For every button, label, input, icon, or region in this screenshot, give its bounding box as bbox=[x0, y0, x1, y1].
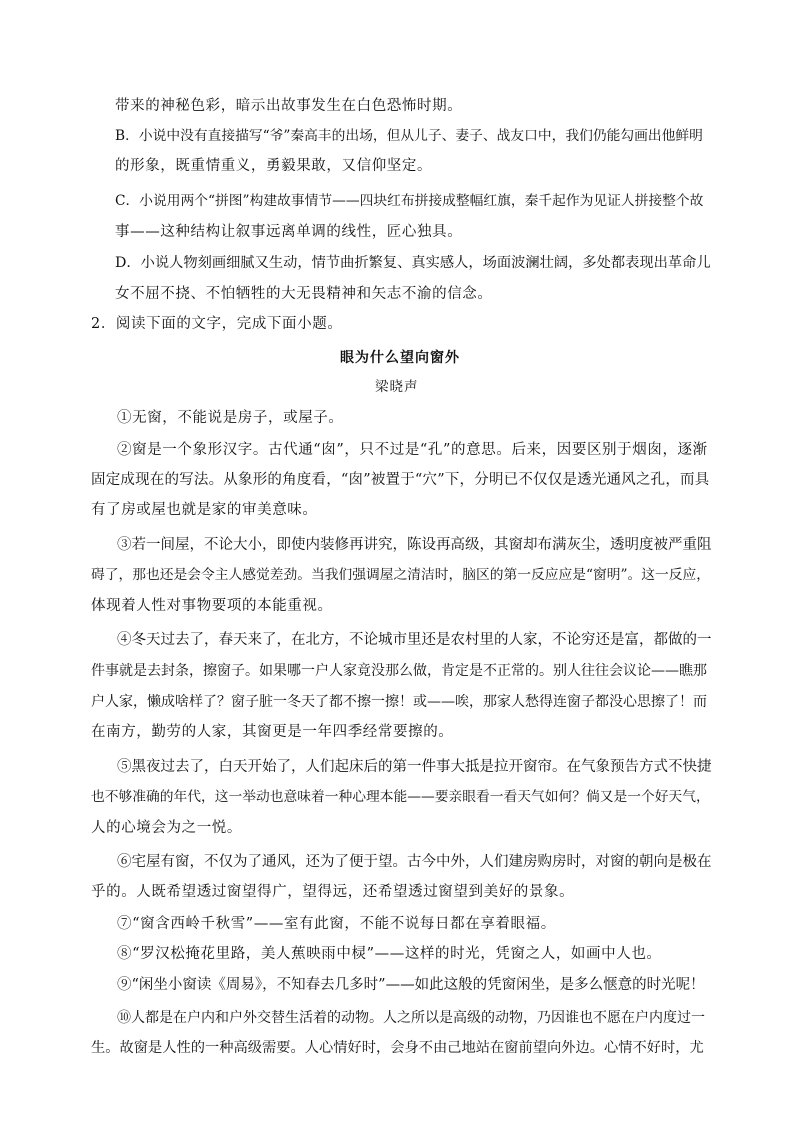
paragraph-4-line-4: 在南方，勤劳的人家，其窗更是一年四季经常要擦的。 bbox=[91, 724, 454, 740]
paragraph-5-line-3: 人的心境会为之一悦。 bbox=[91, 820, 242, 836]
paragraph-4-line-3: 户人家，懒成啥样了？窗子脏一冬天了都不擦一擦！或——唉，那家人愁得连窗子都没心思擦了！而 bbox=[91, 694, 707, 710]
paragraph-10-line-1: ⑩人都是在户内和户外交替生活着的动物。人之所以是高级的动物，乃因谁也不愿在户内度过一 bbox=[117, 1010, 705, 1026]
article-title: 眼为什么望向窗外 bbox=[340, 350, 460, 366]
question-stem: 2．阅读下面的文字，完成下面小题。 bbox=[91, 316, 343, 332]
paragraph-9: ⑨“闲坐小窗读《周易》，不知春去几多时”——如此这般的凭窗闲坐，是多么惬意的时光呢！ bbox=[117, 977, 705, 993]
paragraph-3-line-2: 碍了，那也还是会令主人感觉差劲。当我们强调屋之清洁时，脑区的第一反应应是“窗明”。这一反应， bbox=[91, 567, 711, 583]
option-a-continuation: 带来的神秘色彩，暗示出故事发生在白色恐怖时期。 bbox=[115, 98, 463, 114]
paragraph-1: ①无窗，不能说是房子，或屋子。 bbox=[117, 410, 344, 426]
paragraph-2-line-2: 固定成现在的写法。从象形的角度看，“囱”被置于“穴”下，分明已不仅仅是透光通风之孔，而具 bbox=[91, 472, 710, 488]
paragraph-2-line-1: ②窗是一个象形汉字。古代通“囱”，只不过是“孔”的意思。后来，因要区别于烟囱，逐渐 bbox=[117, 442, 708, 458]
paragraph-2-line-3: 有了房或屋也就是家的审美意味。 bbox=[91, 502, 318, 518]
paragraph-3-line-3: 体现着人性对事物要项的本能重视。 bbox=[91, 598, 333, 614]
option-b-line-1: B．小说中没有直接描写“爷”秦高丰的出场，但从儿子、妻子、战友口中，我们仍能勾画出他鲜明 bbox=[115, 128, 703, 144]
paragraph-5-line-1: ⑤黑夜过去了，白天开始了，人们起床后的第一件事大抵是拉开窗帘。在气象预告方式不快捷 bbox=[117, 759, 712, 775]
paragraph-7: ⑦“窗含西岭千秋雪”——室有此窗，不能不说每日都在享着眼福。 bbox=[117, 916, 556, 932]
option-b-line-2: 的形象，既重情重义，勇毅果敢，又信仰坚定。 bbox=[115, 158, 433, 174]
paragraph-10-line-2: 生。故窗是人性的一种高级需要。人心情好时，会身不由己地站在窗前望向外边。心情不好时，尤 bbox=[91, 1040, 704, 1056]
paragraph-3-line-1: ③若一间屋，不论大小，即使内装修再讲究，陈设再高级，其窗却布满灰尘，透明度被严重阻 bbox=[117, 537, 712, 553]
option-d-line-2: 女不屈不挠、不怕牺牲的大无畏精神和矢志不渝的信念。 bbox=[115, 286, 493, 302]
paragraph-8: ⑧“罗汉松掩花里路，美人蕉映雨中棂”——这样的时光，凭窗之人，如画中人也。 bbox=[117, 946, 662, 962]
article-author: 梁晓声 bbox=[375, 379, 419, 395]
paragraph-4-line-1: ④冬天过去了，春天来了，在北方，不论城市里还是农村里的人家，不论穷还是富，都做的一 bbox=[117, 632, 712, 648]
paragraph-6-line-1: ⑥宅屋有窗，不仅为了通风，还为了便于望。古今中外，人们建房购房时，对窗的朝向是极在 bbox=[117, 854, 712, 870]
paragraph-6-line-2: 乎的。人既希望透过窗望得广，望得远，还希望透过窗望到美好的景象。 bbox=[91, 884, 575, 900]
option-c-line-1: C．小说用两个“拼图”构建故事情节——四块红布拼接成整幅红旗，秦千起作为见证人拼接整个故 bbox=[115, 193, 704, 209]
paragraph-5-line-2: 也不够准确的年代，这一举动也意味着一种心理本能——要亲眼看一看天气如何？倘又是一个好天气， bbox=[91, 789, 710, 805]
paragraph-4-line-2: 件事就是去封条，擦窗子。如果哪一户人家竟没那么做，肯定是不正常的。别人往往会议论——瞧那 bbox=[91, 663, 707, 679]
option-d-line-1: D．小说人物刻画细腻又生动，情节曲折繁复、真实感人，场面波澜壮阔，多处都表现出革命儿 bbox=[115, 255, 711, 271]
option-c-line-2: 事——这种结构让叙事远离单调的线性，匠心独具。 bbox=[115, 224, 463, 240]
